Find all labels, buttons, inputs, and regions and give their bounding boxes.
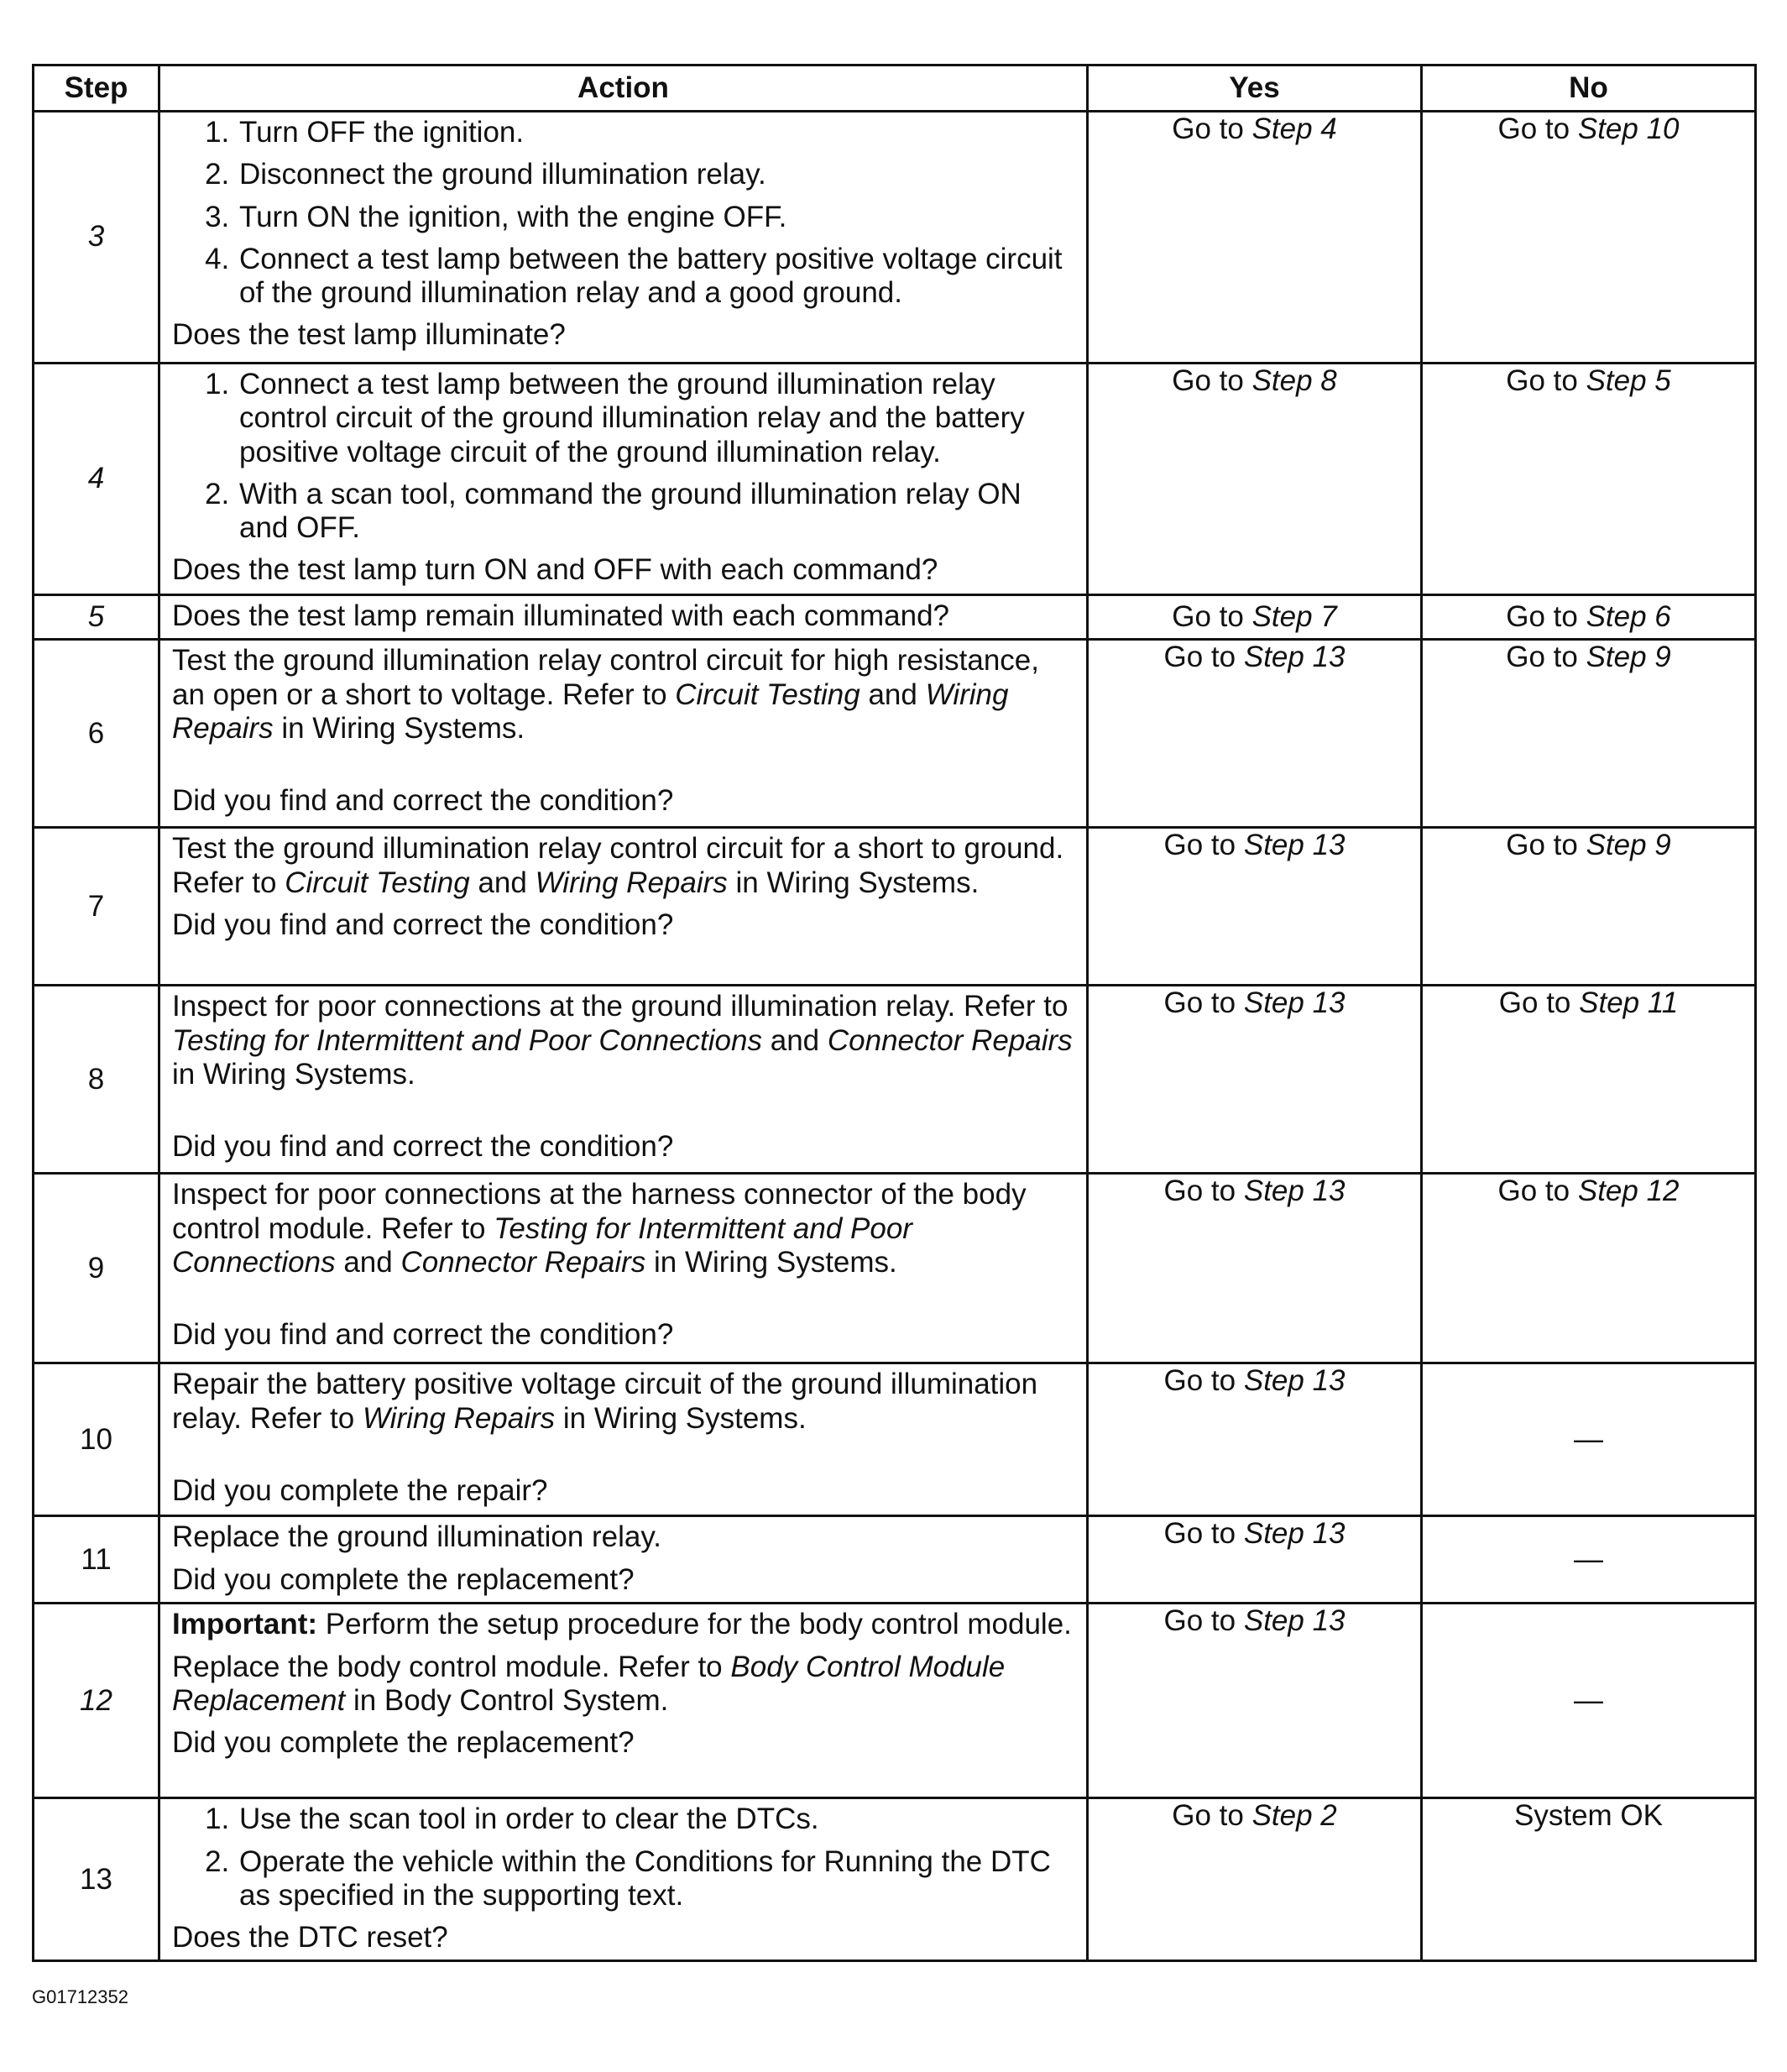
action-text-part: and bbox=[770, 1023, 820, 1057]
action-text bbox=[172, 1368, 1074, 1436]
reference-link: Wiring Repairs bbox=[535, 866, 728, 899]
no-target: Step 11 bbox=[1579, 986, 1679, 1020]
step-number: 10 bbox=[34, 1363, 159, 1516]
reference-link: Wiring Repairs bbox=[172, 678, 1009, 745]
action-cell bbox=[159, 828, 1088, 986]
yes-target: Step 8 bbox=[1251, 364, 1337, 397]
yes-target: Step 13 bbox=[1243, 1604, 1345, 1638]
no-cell bbox=[1422, 640, 1756, 828]
table-row bbox=[34, 595, 1756, 640]
action-cell bbox=[159, 640, 1088, 828]
action-question: Did you complete the repair? bbox=[172, 1473, 548, 1507]
list-item: 1. Turn OFF the ignition. bbox=[238, 116, 1074, 149]
action-text-part: in Body Control System. bbox=[353, 1683, 669, 1717]
no-prefix: Go to bbox=[1506, 600, 1578, 633]
yes-prefix: Go to bbox=[1172, 1799, 1244, 1833]
action-text-part: in Wiring Systems. bbox=[172, 1057, 415, 1091]
reference-link: Testing for Intermittent and Poor Connections bbox=[172, 1023, 762, 1057]
step-number: 8 bbox=[34, 986, 159, 1174]
no-cell bbox=[1422, 828, 1756, 986]
no-cell: System OK bbox=[1422, 1798, 1756, 1961]
step-number: 4 bbox=[34, 364, 159, 595]
reference-link: Connector Repairs bbox=[400, 1245, 646, 1279]
no-prefix: Go to bbox=[1497, 112, 1570, 145]
yes-prefix: Go to bbox=[1172, 112, 1244, 145]
no-cell: — bbox=[1422, 1363, 1756, 1516]
important-note bbox=[172, 1608, 1074, 1641]
action-text-part: Replace the body control module. Refer to bbox=[172, 1650, 723, 1683]
no-target: Step 12 bbox=[1577, 1175, 1680, 1208]
action-cell bbox=[159, 1604, 1088, 1798]
no-prefix: Go to bbox=[1497, 1175, 1570, 1208]
yes-target: Step 13 bbox=[1243, 1517, 1345, 1551]
action-text bbox=[172, 832, 1074, 900]
action-text-part: Test the ground illumination relay control circuit for high resistance, an open or a short to voltage. Refer to bbox=[172, 644, 1039, 711]
header-row bbox=[34, 65, 1756, 112]
step-number: 3 bbox=[34, 112, 159, 364]
action-text-part: and bbox=[478, 866, 527, 899]
yes-cell bbox=[1088, 1363, 1422, 1516]
yes-prefix: Go to bbox=[1163, 641, 1236, 674]
diagnostic-table bbox=[32, 64, 1757, 1962]
reference-link: Circuit Testing bbox=[675, 678, 860, 711]
action-text bbox=[172, 1651, 1074, 1719]
action-cell bbox=[159, 1363, 1088, 1516]
no-cell: — bbox=[1422, 1604, 1756, 1798]
no-cell bbox=[1422, 112, 1756, 364]
no-cell bbox=[1422, 595, 1756, 640]
yes-prefix: Go to bbox=[1163, 1604, 1236, 1638]
yes-prefix: Go to bbox=[1163, 829, 1236, 862]
action-text bbox=[172, 990, 1074, 1091]
yes-prefix: Go to bbox=[1163, 1517, 1236, 1551]
yes-cell bbox=[1088, 595, 1422, 640]
action-list bbox=[172, 1803, 1074, 1912]
action-cell bbox=[159, 112, 1088, 364]
table-row bbox=[34, 640, 1756, 828]
step-number: 7 bbox=[34, 828, 159, 986]
list-item: 2. With a scan tool, command the ground illumination relay ON and OFF. bbox=[238, 478, 1074, 546]
yes-target: Step 13 bbox=[1243, 1175, 1345, 1208]
action-question: Did you find and correct the condition? bbox=[172, 1130, 674, 1163]
step-number: 6 bbox=[34, 640, 159, 828]
table-row bbox=[34, 364, 1756, 595]
action-cell bbox=[159, 1798, 1088, 1961]
action-cell bbox=[159, 986, 1088, 1174]
action-text-part: and bbox=[343, 1245, 393, 1279]
list-item: 3. Turn ON the ignition, with the engine OFF. bbox=[238, 201, 1074, 234]
yes-prefix: Go to bbox=[1163, 1175, 1236, 1208]
action-text-part: Repair the battery positive voltage circuit of the ground illumination relay. Refer to bbox=[172, 1368, 1038, 1435]
action-question: Did you find and correct the condition? bbox=[172, 1318, 674, 1351]
important-label: Important: bbox=[172, 1608, 318, 1641]
reference-link: Wiring Repairs bbox=[362, 1401, 556, 1435]
yes-prefix: Go to bbox=[1172, 364, 1244, 397]
action-cell bbox=[159, 595, 1088, 640]
action-question: Did you find and correct the condition? bbox=[172, 784, 674, 817]
header-yes: Yes bbox=[1088, 65, 1422, 112]
no-cell bbox=[1422, 986, 1756, 1174]
step-number: 13 bbox=[34, 1798, 159, 1961]
list-item: 2. Operate the vehicle within the Conditions for Running the DTC as specified in the supporting text. bbox=[238, 1845, 1074, 1913]
action-text-part: in Wiring Systems. bbox=[654, 1245, 897, 1279]
action-cell bbox=[159, 1516, 1088, 1604]
table-row bbox=[34, 1363, 1756, 1516]
action-text-part: in Wiring Systems. bbox=[562, 1401, 807, 1435]
action-text-part: Inspect for poor connections at the harness connector of the body control module. Refer to bbox=[172, 1178, 1027, 1245]
yes-target: Step 13 bbox=[1243, 986, 1345, 1020]
table-row bbox=[34, 1604, 1756, 1798]
yes-cell bbox=[1088, 1798, 1422, 1961]
no-target: Step 10 bbox=[1577, 112, 1680, 145]
action-question: Does the test lamp illuminate? bbox=[172, 318, 566, 352]
action-cell bbox=[159, 364, 1088, 595]
action-question: Did you complete the replacement? bbox=[172, 1726, 635, 1759]
action-question: Does the test lamp turn ON and OFF with each command? bbox=[172, 553, 938, 587]
no-prefix: Go to bbox=[1506, 641, 1578, 674]
header-step: Step bbox=[34, 65, 159, 112]
step-number: 9 bbox=[34, 1174, 159, 1363]
action-text-part: and bbox=[868, 678, 917, 711]
reference-link: Testing for Intermittent and Poor Connections bbox=[172, 1211, 912, 1279]
action-text: Replace the ground illumination relay. bbox=[172, 1520, 662, 1554]
yes-cell bbox=[1088, 364, 1422, 595]
yes-target: Step 13 bbox=[1243, 1364, 1345, 1398]
action-text-part: in Wiring Systems. bbox=[735, 866, 980, 899]
list-item: 1. Use the scan tool in order to clear the DTCs. bbox=[238, 1803, 1074, 1836]
yes-cell bbox=[1088, 1516, 1422, 1604]
action-text-part: Inspect for poor connections at the ground illumination relay. Refer to bbox=[172, 990, 1069, 1023]
yes-cell bbox=[1088, 640, 1422, 828]
no-target: Step 9 bbox=[1586, 829, 1671, 862]
no-prefix: Go to bbox=[1506, 364, 1578, 397]
action-list bbox=[172, 368, 1074, 545]
header-no: No bbox=[1422, 65, 1756, 112]
reference-link: Circuit Testing bbox=[285, 866, 470, 899]
table-row bbox=[34, 1798, 1756, 1961]
no-target: Step 5 bbox=[1586, 364, 1671, 397]
reference-link: Connector Repairs bbox=[827, 1023, 1073, 1057]
step-number: 11 bbox=[34, 1516, 159, 1604]
step-number: 5 bbox=[34, 595, 159, 640]
yes-target: Step 13 bbox=[1243, 641, 1345, 674]
action-list bbox=[172, 116, 1074, 310]
yes-cell bbox=[1088, 1174, 1422, 1363]
action-question: Does the test lamp remain illuminated with each command? bbox=[172, 599, 949, 632]
action-cell bbox=[159, 1174, 1088, 1363]
yes-target: Step 2 bbox=[1251, 1799, 1337, 1833]
yes-target: Step 7 bbox=[1251, 600, 1337, 633]
no-prefix: Go to bbox=[1498, 986, 1571, 1020]
list-item: 2. Disconnect the ground illumination relay. bbox=[238, 158, 1074, 191]
no-cell bbox=[1422, 364, 1756, 595]
yes-prefix: Go to bbox=[1172, 600, 1244, 633]
header-action: Action bbox=[159, 65, 1088, 112]
table-row bbox=[34, 828, 1756, 986]
list-item: 4. Connect a test lamp between the battery positive voltage circuit of the ground illumination relay and a good ground. bbox=[238, 243, 1074, 311]
table-row bbox=[34, 1516, 1756, 1604]
action-question: Did you find and correct the condition? bbox=[172, 908, 674, 941]
table-row bbox=[34, 986, 1756, 1174]
action-text bbox=[172, 1178, 1074, 1279]
no-prefix: Go to bbox=[1506, 829, 1578, 862]
no-target: Step 6 bbox=[1586, 600, 1671, 633]
table-row bbox=[34, 1174, 1756, 1363]
reference-link: Body Control Module Replacement bbox=[172, 1650, 1006, 1717]
yes-cell bbox=[1088, 112, 1422, 364]
yes-cell bbox=[1088, 828, 1422, 986]
yes-cell bbox=[1088, 1604, 1422, 1798]
yes-prefix: Go to bbox=[1163, 986, 1236, 1020]
action-question: Did you complete the replacement? bbox=[172, 1562, 635, 1596]
action-text-part: Test the ground illumination relay control circuit for a short to ground. Refer to bbox=[172, 832, 1064, 899]
no-target: Step 9 bbox=[1586, 641, 1671, 674]
figure-id: G01712352 bbox=[32, 1986, 128, 2007]
yes-cell bbox=[1088, 986, 1422, 1174]
list-item: 1. Connect a test lamp between the ground illumination relay control circuit of the ground illumination relay and the battery positive voltage circuit of the ground illumination relay. bbox=[238, 368, 1074, 469]
action-text-part: in Wiring Systems. bbox=[281, 711, 525, 745]
yes-prefix: Go to bbox=[1163, 1364, 1236, 1398]
no-cell: — bbox=[1422, 1516, 1756, 1604]
action-text bbox=[172, 644, 1074, 746]
yes-target: Step 4 bbox=[1251, 112, 1337, 145]
action-question: Does the DTC reset? bbox=[172, 1921, 448, 1954]
no-cell bbox=[1422, 1174, 1756, 1363]
step-number: 12 bbox=[34, 1604, 159, 1798]
important-text: Perform the setup procedure for the body control module. bbox=[325, 1608, 1072, 1641]
yes-target: Step 13 bbox=[1243, 829, 1345, 862]
table-row bbox=[34, 112, 1756, 364]
